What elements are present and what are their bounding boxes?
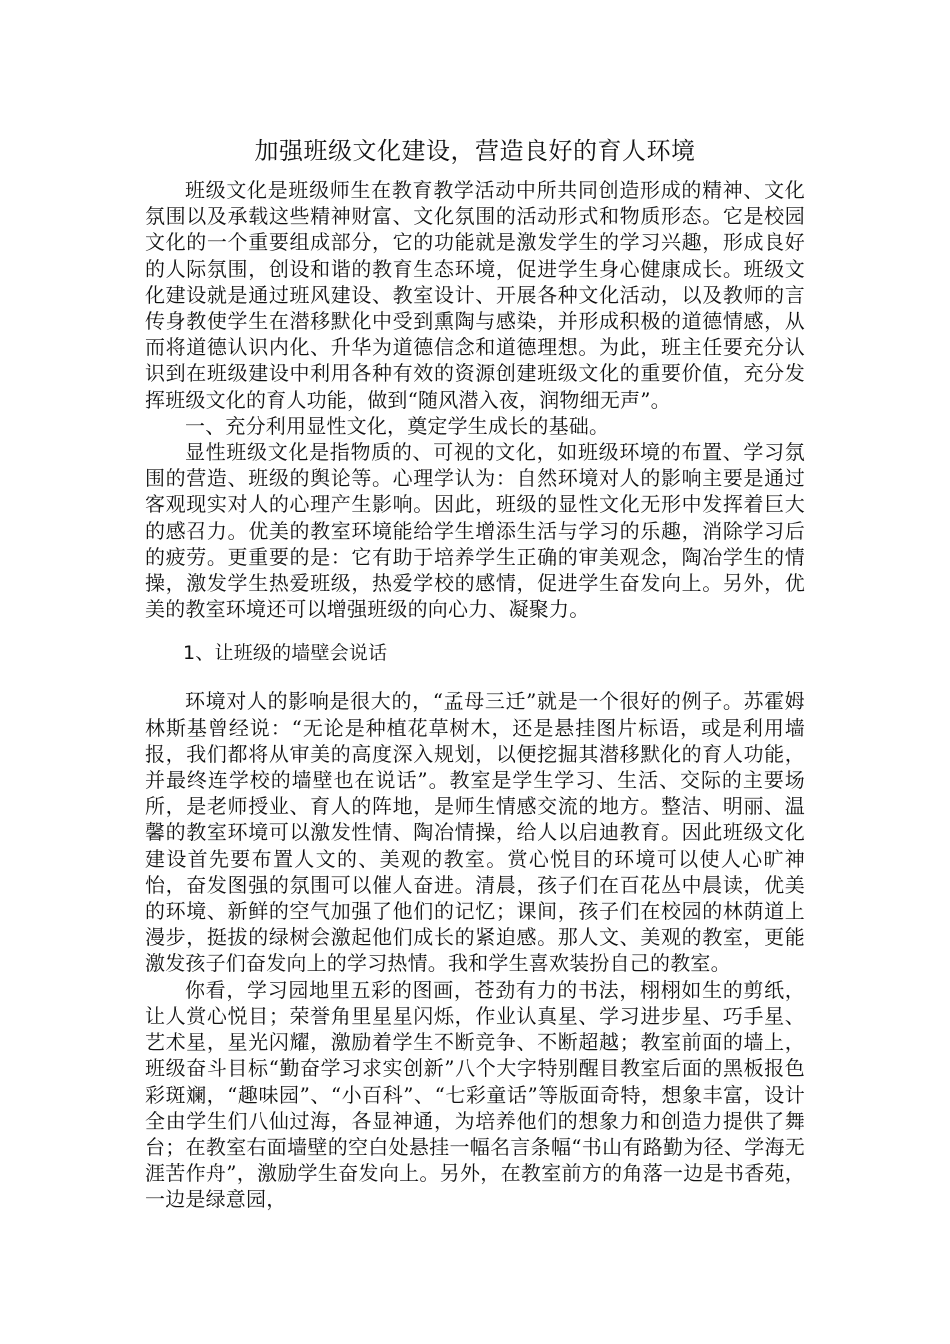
paragraph-environment: 环境对人的影响是很大的，“孟母三迁”就是一个很好的例子。苏霍姆林斯基曾经说：“无论是种植花草树木，还是悬挂图片标语，或是利用墙报，我们都将从审美的高度深入规划，以便挖掘其潜移默化的育人功能，并最终连学校的墙壁也在说话”。教室是学生学习、生活、交际的主要场所，是老师授业、育人的阵地，是师生情感交流的地方。整洁、明丽、温馨的教室环境可以激发性情、陶冶情操，给人以启迪教育。因此班级文化建设首先要布置人文的、美观的教室。赏心悦目的环境可以使人心旷神怡，奋发图强的氛围可以催人奋进。清晨，孩子们在百花丛中晨读，优美的环境、新鲜的空气加强了他们的记忆；课间，孩子们在校园的林荫道上漫步，挺拔的绿树会激起他们成长的紧迫感。那人文、美观的教室，更能激发孩子们奋发向上的学习热情。我和学生喜欢装扮自己的教室。 <box>145 689 805 976</box>
subheading-walls: 1、让班级的墙壁会说话 <box>183 642 388 665</box>
document-title: 加强班级文化建设，营造良好的育人环境 <box>254 137 696 165</box>
document-body <box>145 177 805 1213</box>
section-heading-1: 一、充分利用显性文化，奠定学生成长的基础。 <box>185 413 610 438</box>
paragraph-classroom: 你看，学习园地里五彩的图画，苍劲有力的书法，栩栩如生的剪纸，让人赏心悦目；荣誉角里星星闪烁，作业认真星、学习进步星、巧手星、艺术星，星光闪耀，激励着学生不断竞争、不断超越；教室前面的墙上，班级奋斗目标“勤奋学习求实创新”八个大字特别醒目教室后面的黑板报色彩斑斓，“趣味园”、“小百科”、“七彩童话”等版面奇特，想象丰富，设计全由学生们八仙过海，各显神通，为培养他们的想象力和创造力提供了舞台；在教室右面墙壁的空白处悬挂一幅名言条幅“书山有路勤为径、学海无涯苦作舟”，激励学生奋发向上。另外，在教室前方的角落一边是书香苑，一边是绿意园， <box>145 977 805 1212</box>
paragraph-intro: 班级文化是班级师生在教育教学活动中所共同创造形成的精神、文化氛围以及承载这些精神财富、文化氛围的活动形式和物质形态。它是校园文化的一个重要组成部分，它的功能就是激发学生的学习兴趣，形成良好的人际氛围，创设和谐的教育生态环境，促进学生身心健康成长。班级文化建设就是通过班风建设、教室设计、开展各种文化活动，以及教师的言传身教使学生在潜移默化中受到熏陶与感染，并形成积极的道德情感，从而将道德认识内化、升华为道德信念和道德理想。为此，班主任要充分认识到在班级建设中利用各种有效的资源创建班级文化的重要价值，充分发挥班级文化的育人功能，做到“随风潜入夜，润物细无声”。 <box>145 178 805 412</box>
paragraph-explicit-culture: 显性班级文化是指物质的、可视的文化，如班级环境的布置、学习氛围的营造、班级的舆论等。心理学认为：自然环境对人的影响主要是通过客观现实对人的心理产生影响。因此，班级的显性文化无形中发挥着巨大的感召力。优美的教室环境能给学生增添生活与学习的乐趣，消除学习后的疲劳。更重要的是：它有助于培养学生正确的审美观念，陶冶学生的情操，激发学生热爱班级，热爱学校的感情，促进学生奋发向上。另外，优美的教室环境还可以增强班级的向心力、凝聚力。 <box>145 440 805 622</box>
